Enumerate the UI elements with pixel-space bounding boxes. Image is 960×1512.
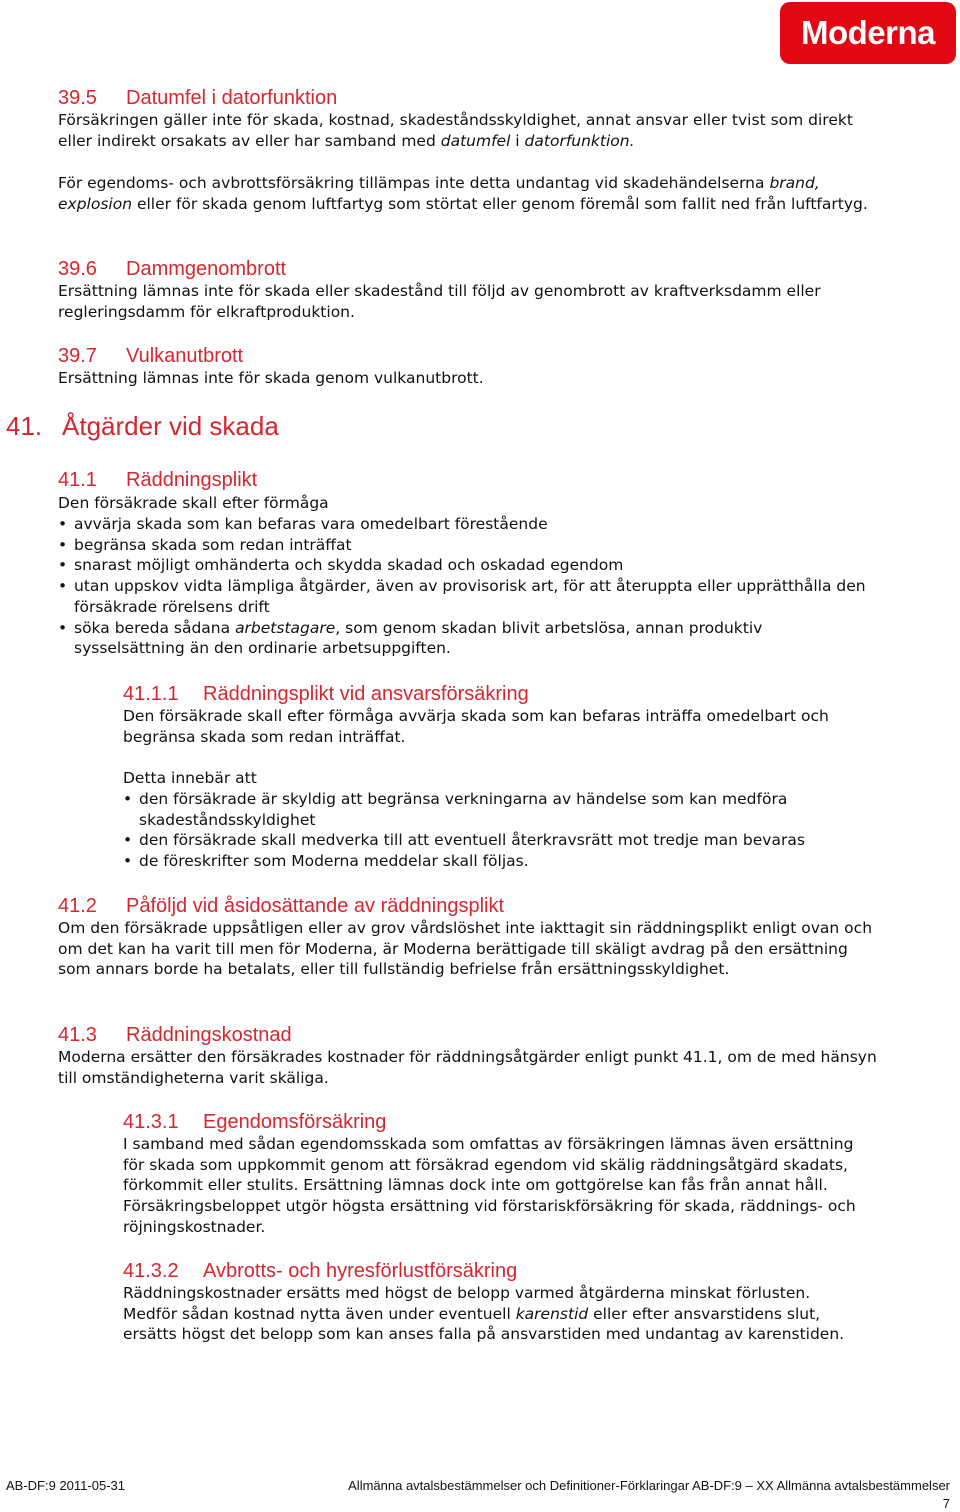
emphasis: karenstid [515,1304,589,1323]
section-number: 41.3.1 [123,1111,179,1133]
text: För egendoms- och avbrottsförsäkring tillämpas inte detta undantag vid skadehändelserna [58,174,770,192]
section-title: Räddningskostnad [126,1024,292,1046]
text: eller för skada genom luftfartyg som störtat eller genom föremål som fallit ned från luftfartyg. [132,194,868,213]
section-number: 41.2 [58,895,97,917]
list-item: • de föreskrifter som Moderna meddelar skall följas. [123,851,863,872]
paragraph-41-1-1: Den försäkrade skall efter förmåga avvärja skada som kan befaras inträffa omedelbart och begränsa skada som redan inträffat. [123,707,829,746]
paragraph-41-1-intro: Den försäkrade skall efter förmåga [58,494,329,512]
bullet-list-41-1 [58,514,868,659]
list-item: • avvärja skada som kan befaras vara omedelbart förestående [58,514,868,535]
section-title: Påföljd vid åsidosättande av räddningsplikt [126,895,505,917]
list-item: • begränsa skada som redan inträffat [58,535,868,556]
section-title: Räddningsplikt [126,469,258,491]
page-number: 7 [942,1496,950,1511]
heading-41-3 [58,1023,292,1047]
paragraph-39-6: Ersättning lämnas inte för skada eller skadestånd till följd av genombrott av kraftverksdamm eller regleringsdamm för elkraftproduktion. [58,282,821,321]
section-title: Vulkanutbrott [126,345,244,367]
text: i [510,131,525,150]
emphasis: arbetstagare [235,618,336,637]
heading-41-3-1 [123,1110,386,1134]
list-item: • den försäkrade är skyldig att begränsa verkningarna av händelse som kan medföra skadeståndsskyldighet [123,789,863,830]
text: Försäkringen gäller inte för skada, kostnad, skadeståndsskyldighet, annat ansvar eller tvist som direkt eller indirekt orsakats av eller har samband med [58,111,853,150]
list-item: • utan uppskov vidta lämpliga åtgärder, även av provisorisk art, för att återuppta eller upprätthålla den försäkrade rörelsens drift [58,576,868,617]
heading-39-5 [58,86,337,110]
paragraph-39-5-1 [58,110,878,151]
text: eller efter ansvarstidens slut, ersätts högst det belopp som kan anses falla på ansvarstiden med undantag av karenstiden. [123,1304,845,1344]
paragraph-41-2: Om den försäkrade uppsåtligen eller av grov vårdslöshet inte iakttagit sin räddningsplikt enligt ovan och om det kan ha varit till men för Moderna, är Moderna berättigade till skäligt avdrag på den ersättning som annars borde ha betalats, eller till fullständig befrielse från ersättningsskyldighet. [58,919,873,979]
chapter-title: Åtgärder vid skada [62,411,279,441]
paragraph-41-1-1-intro: Detta innebär att [123,769,257,787]
paragraph-41-3-1: I samband med sådan egendomsskada som omfattas av försäkringen lämnas även ersättning för skada som uppkommit genom att försäkrad egendom vid skälig räddningsåtgärd skadats, förkommit eller stulits. Ersättning lämnas dock inte om gottgörelse kan fås från annat håll. Försäkringsbeloppet utgör högsta ersättning vid förstariskförsäkring för skada, räddnings- och röjningskostnader. [123,1135,856,1236]
text: Räddningskostnader ersätts med högst de belopp varmed åtgärderna minskat förlusten. Medför sådan kostnad nytta även under eventuell [123,1284,811,1323]
emphasis: datumfel [440,131,511,150]
chapter-number: 41. [6,411,43,441]
section-number: 39.6 [58,258,97,280]
list-item: • snarast möjligt omhänderta och skydda skadad och oskadad egendom [58,555,868,576]
paragraph-39-7: Ersättning lämnas inte för skada genom vulkanutbrott. [58,369,484,387]
section-number: 39.5 [58,87,97,109]
footer-doc-id: AB-DF:9 2011-05-31 [6,1478,125,1493]
list-item [58,618,868,659]
heading-41-3-2 [123,1259,517,1283]
heading-41-2 [58,894,504,918]
section-title: Dammgenombrott [126,258,287,280]
section-number: 41.3.2 [123,1260,179,1282]
heading-41 [6,411,279,441]
heading-41-1-1 [123,682,529,706]
heading-39-6 [58,257,286,281]
heading-39-7 [58,344,243,368]
emphasis: brand, explosion [58,174,820,213]
bullet-list-41-1-1 [123,789,863,872]
section-number: 39.7 [58,345,97,367]
section-title: Räddningsplikt vid ansvarsförsäkring [203,683,529,705]
section-title: Datumfel i datorfunktion [126,87,338,109]
section-number: 41.3 [58,1024,97,1046]
section-number: 41.1 [58,469,97,491]
section-title: Avbrotts- och hyresförlustförsäkring [203,1260,518,1282]
list-item: • den försäkrade skall medverka till att eventuell återkravsrätt mot tredje man bevaras [123,830,863,851]
emphasis: datorfunktion. [524,131,635,150]
paragraph-41-3: Moderna ersätter den försäkrades kostnader för räddningsåtgärder enligt punkt 41.1, om de med hänsyn till omständigheterna varit skäliga. [58,1048,877,1087]
paragraph-39-5-2 [58,173,878,214]
paragraph-41-3-2 [123,1283,868,1345]
heading-41-1 [58,468,257,492]
moderna-logo: Moderna [780,2,956,64]
text: söka bereda sådana [74,618,236,637]
section-title: Egendomsförsäkring [203,1111,387,1133]
section-number: 41.1.1 [123,683,179,705]
footer-doc-title: Allmänna avtalsbestämmelser och Definitioner-Förklaringar AB-DF:9 – XX Allmänna avtalsbestämmelser [348,1478,950,1493]
text: , som genom skadan blivit arbetslösa, annan produktiv sysselsättning än den ordinarie arbetsuppgiften. [74,618,763,658]
